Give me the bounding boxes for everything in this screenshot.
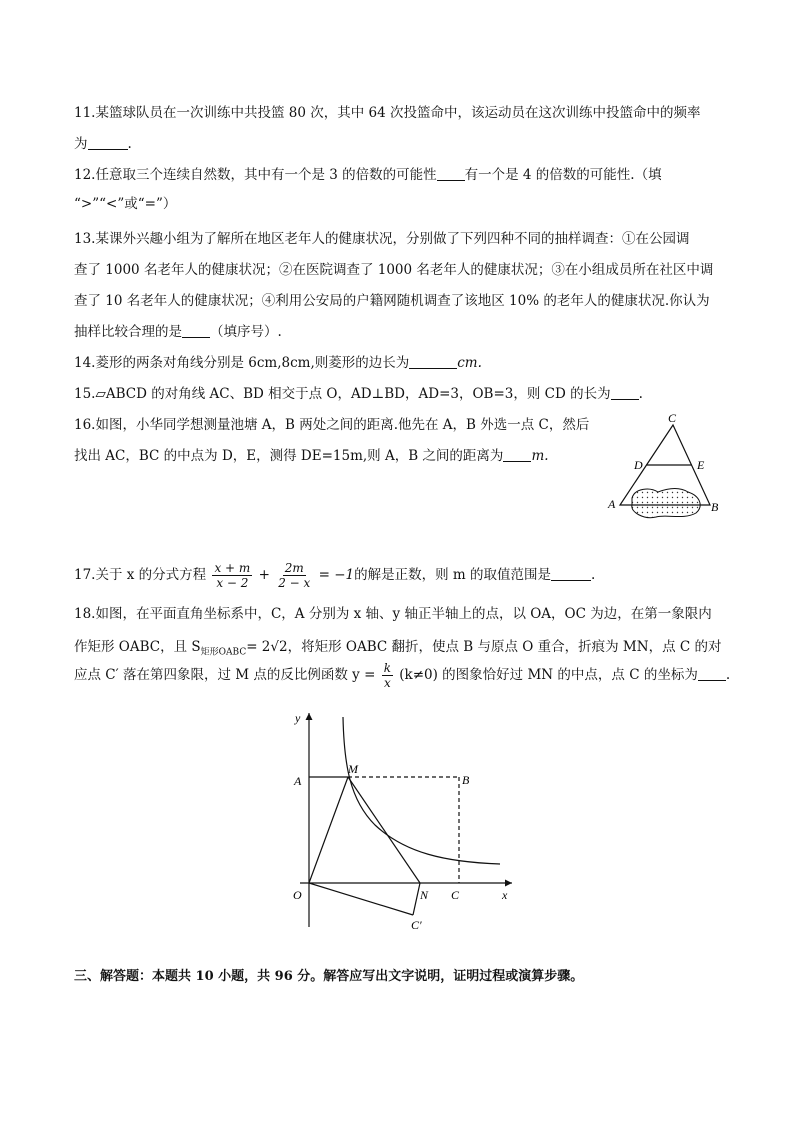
q12-line1 xyxy=(74,166,662,184)
q11-answer-blank xyxy=(88,135,128,150)
q16-answer-blank xyxy=(503,447,531,462)
q18-line3a: 应点 C′ 落在第四象限，过 M 点的反比例函数 y = xyxy=(74,667,376,683)
q18-line2a: 作矩形 OABC，且 S xyxy=(74,639,201,655)
q17-frac2-den: 2 − x xyxy=(278,576,311,590)
segment-om xyxy=(309,777,348,883)
q17-rhs: = −1 xyxy=(318,567,355,583)
q12-line1b: 有一个是 4 的倍数的可能性.（填 xyxy=(464,167,662,183)
q18-frac-num: k xyxy=(383,661,391,675)
q17-line xyxy=(74,556,595,594)
q11-line2: 为 . xyxy=(74,136,132,152)
q17-fraction-2 xyxy=(276,561,312,590)
q17-suffix: 的解是正数，则 m 的取值范围是 xyxy=(354,567,552,583)
q16-line2a: 找出 AC，BC 的中点为 D，E，测得 DE=15m,则 A，B 之间的距离为 xyxy=(74,448,504,464)
q18-frac-den: x xyxy=(383,676,391,690)
q17-answer-blank xyxy=(551,566,591,581)
q17-plus: + xyxy=(258,567,270,583)
q14-unit: cm. xyxy=(457,355,482,371)
q11-line2-text: 为 xyxy=(74,136,88,152)
q18-line3 xyxy=(74,656,730,694)
q18-area-subscript: 矩形OABC xyxy=(200,647,247,658)
q12-line1a: 12.任意取三个连续自然数，其中有一个是 3 的倍数的可能性 xyxy=(74,167,437,183)
q16-line2b: m. xyxy=(531,448,549,464)
q13-line4a: 抽样比较合理的是 xyxy=(74,324,182,340)
q17-frac1-den: x − 2 xyxy=(216,576,249,590)
section-3-heading: 三、解答题：本题共 10 小题，共 96 分。解答应写出文字说明，证明过程或演算步骤。 xyxy=(74,969,584,984)
q17-fraction-1 xyxy=(212,561,252,590)
q18-coordinate-figure xyxy=(280,705,520,935)
label-y: y xyxy=(295,711,301,725)
q13-line4b: （填序号）. xyxy=(210,324,282,340)
q13-line4 xyxy=(74,323,282,341)
q18-answer-blank xyxy=(698,666,726,681)
q18-line3b: (k≠0) 的图象恰好过 MN 的中点，点 C 的坐标为 xyxy=(399,667,698,683)
q17-prefix: 17.关于 x 的分式方程 xyxy=(74,567,207,583)
q18-line2b: = 2√2，将矩形 OABC 翻折，使点 B 与原点 O 重合，折痕为 MN，点 C 的对 xyxy=(246,639,722,655)
q12-answer-blank xyxy=(437,166,465,181)
q15-line xyxy=(74,385,643,403)
q17-frac2-num: 2m xyxy=(284,561,304,575)
q14-text: 14.菱形的两条对角线分别是 6cm,8cm,则菱形的边长为 xyxy=(74,355,410,371)
q12-line2: “>”“<”或“=”） xyxy=(74,196,177,212)
q16-line1: 16.如图，小华同学想测量池塘 A，B 两处之间的距离.他先在 A，B 外选一点 C，然后 xyxy=(74,417,590,433)
q18-line1: 18.如图，在平面直角坐标系中，C，A 分别为 x 轴、y 轴正半轴上的点，以 OA，OC 为边，在第一象限内 xyxy=(74,606,712,622)
q13-line3: 查了 10 名老年人的健康状况；④利用公安局的户籍网随机调查了该地区 10% 的老年人的健康状况.你认为 xyxy=(74,293,710,309)
q13-answer-blank xyxy=(182,323,210,338)
segment-mn-fold xyxy=(348,777,420,883)
label-b: B xyxy=(462,773,470,787)
segment-nc-prime xyxy=(413,883,420,915)
q15-text: 15.▱ABCD 的对角线 AC、BD 相交于点 O，AD⊥BD，AD=3，OB=3，则 CD 的长为 xyxy=(74,386,611,402)
label-b: B xyxy=(711,500,719,514)
q16-triangle-figure xyxy=(600,410,730,520)
label-d: D xyxy=(634,458,643,472)
q16-line2 xyxy=(74,447,549,465)
label-a: A xyxy=(608,497,616,511)
q18-end: . xyxy=(725,667,731,683)
q11-line1: 11.某篮球队员在一次训练中共投篮 80 次，其中 64 次投篮命中，该运动员在这次训练中投篮命中的频率 xyxy=(74,105,701,121)
label-o: O xyxy=(293,888,302,902)
q13-line1: 13.某课外兴趣小组为了解所在地区老年人的健康状况，分别做了下列四种不同的抽样调查：①在公园调 xyxy=(74,231,690,247)
label-a: A xyxy=(294,774,302,788)
segment-oc-prime xyxy=(309,883,413,915)
hyperbola-curve xyxy=(343,717,500,864)
label-m: M xyxy=(348,762,358,776)
label-c-prime: C′ xyxy=(411,918,422,932)
label-x: x xyxy=(502,888,508,902)
label-c: C xyxy=(451,888,460,902)
label-c: C xyxy=(668,411,677,425)
q17-frac1-num: x + m xyxy=(214,561,251,575)
q15-end: . xyxy=(638,386,643,402)
label-e: E xyxy=(697,458,705,472)
q18-fraction-kx xyxy=(382,661,393,690)
label-n: N xyxy=(420,888,429,902)
q14-line xyxy=(74,354,482,372)
q13-line2: 查了 1000 名老年人的健康状况；②在医院调查了 1000 名老年人的健康状况；③在小组成员所在社区中调 xyxy=(74,262,714,278)
q15-answer-blank xyxy=(611,385,639,400)
q14-answer-blank xyxy=(409,354,457,369)
q17-end: . xyxy=(591,567,596,583)
pond-shape xyxy=(632,489,700,518)
